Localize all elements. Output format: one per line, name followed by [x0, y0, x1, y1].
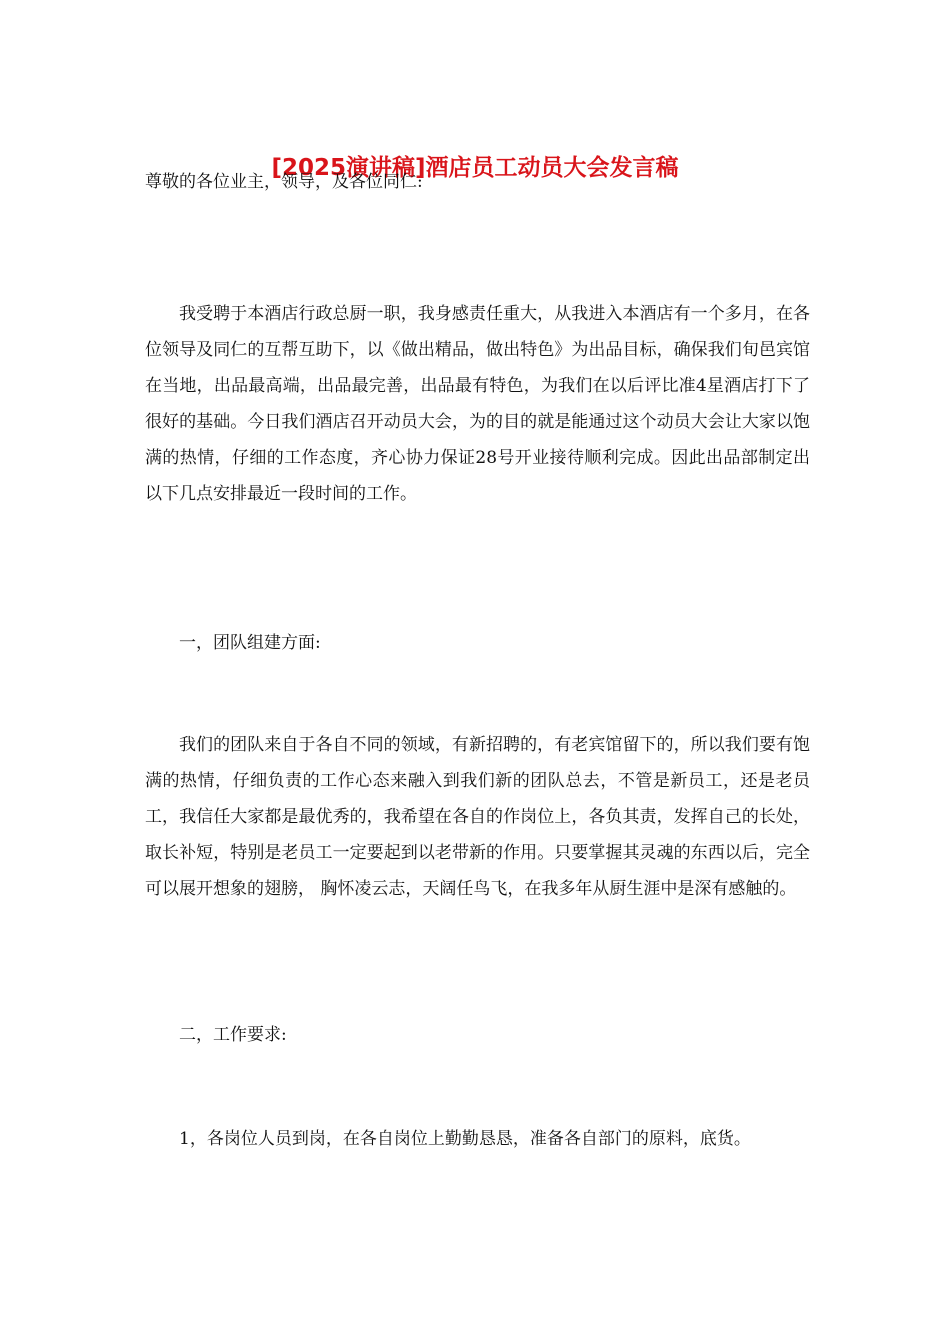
section-heading-team: 一，团队组建方面: [179, 633, 321, 653]
paragraph-team: 我们的团队来自于各自不同的领域，有新招聘的，有老宾馆留下的，所以我们要有饱满的热情，仔细负责的工作心态来融入到我们新的团队总去，不管是新员工，还是老员工，我信任大家都是最优秀的，我希望在各自的作岗位上，各负其责，发挥自己的长处，取长补短，特别是老员工一定要起到以老带新的作用。只要掌握其灵魂的东西以后，完全可以展开想象的翅膀， 胸怀凌云志，天阔任鸟飞，在我多年从厨生涯中是深有感触的。 [145, 735, 810, 899]
greeting-line: 尊敬的各位业主，领导，及各位同仁: [145, 172, 423, 192]
paragraph-requirement-1: 1，各岗位人员到岗，在各自岗位上勤勤恳恳，准备各自部门的原料，底货。 [179, 1129, 751, 1149]
section-heading-requirements: 二，工作要求: [179, 1025, 287, 1045]
paragraph-intro: 我受聘于本酒店行政总厨一职，我身感责任重大，从我进入本酒店有一个多月，在各位领导及同仁的互帮互助下，以《做出精品，做出特色》为出品目标，确保我们旬邑宾馆在当地，出品最高端，出品最完善，出品最有特色，为我们在以后评比准4星酒店打下了很好的基础。今日我们酒店召开动员大会，为的目的就是能通过这个动员大会让大家以饱满的热情，仔细的工作态度，齐心协力保证28号开业接待顺利完成。因此出品部制定出以下几点安排最近一段时间的工作。 [145, 304, 810, 504]
document-title: [2025演讲稿]酒店员工动员大会发言稿 [271, 155, 679, 181]
